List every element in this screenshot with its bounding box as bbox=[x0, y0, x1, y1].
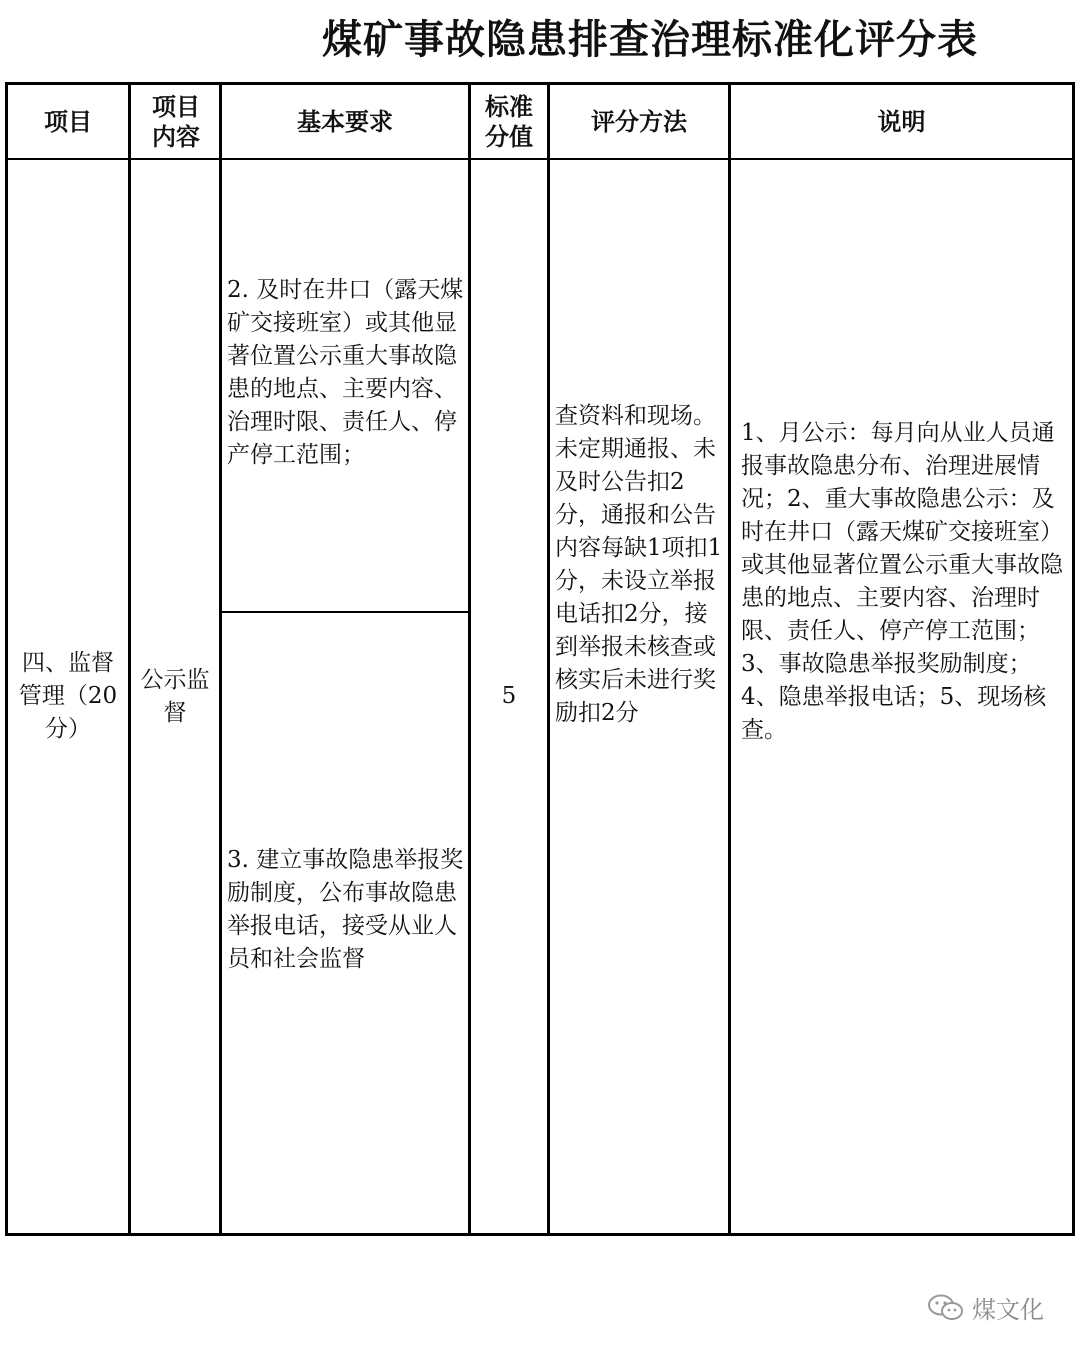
header-item: 项目 bbox=[44, 107, 92, 136]
item-cell: 四、监督管理（20分） bbox=[18, 650, 118, 742]
header-note: 说明 bbox=[877, 107, 926, 136]
column-divider bbox=[219, 82, 222, 1236]
header-method: 评分方法 bbox=[591, 107, 687, 136]
requirement-cell-1: 2. 及时在井口（露天煤矿交接班室）或其他显著位置公示重大事故隐患的地点、主要内容、治理时限、责任人、停产停工范围； bbox=[227, 277, 464, 468]
table-border-right bbox=[1072, 82, 1075, 1236]
column-divider bbox=[728, 82, 731, 1236]
requirement-divider bbox=[221, 611, 470, 613]
table-border-bottom bbox=[5, 1233, 1075, 1236]
requirement-cell-2: 3. 建立事故隐患举报奖励制度，公布事故隐患举报电话，接受从业人员和社会监督 bbox=[227, 847, 464, 972]
note-cell: 1、月公示：每月向从业人员通报事故隐患分布、治理进展情况；2、重大事故隐患公示：及时在井口（露天煤矿交接班室）或其他显著位置公示重大事故隐患的地点、主要内容、治理时限、责任人、停产停工范围；3、事故隐患举报奖励制度； 4、隐患举报电话；5、现场核查。 bbox=[741, 420, 1063, 743]
watermark-text: 煤文化 bbox=[972, 1296, 1044, 1324]
page-title: 煤矿事故隐患排查治理标准化评分表 bbox=[322, 17, 978, 63]
watermark bbox=[926, 1290, 1044, 1325]
wechat-icon bbox=[926, 1293, 966, 1323]
score-cell: 5 bbox=[501, 683, 517, 709]
column-divider bbox=[547, 82, 550, 1236]
header-content: 项目内容 bbox=[152, 92, 200, 151]
header-score: 标准分值 bbox=[485, 92, 533, 151]
header-requirement: 基本要求 bbox=[297, 107, 393, 136]
method-cell: 查资料和现场。未定期通报、未及时公告扣2分，通报和公告内容每缺1项扣1分，未设立举报电话扣2分，接到举报未核查或核实后未进行奖励扣2分 bbox=[555, 403, 723, 726]
content-cell: 公示监督 bbox=[140, 666, 210, 726]
